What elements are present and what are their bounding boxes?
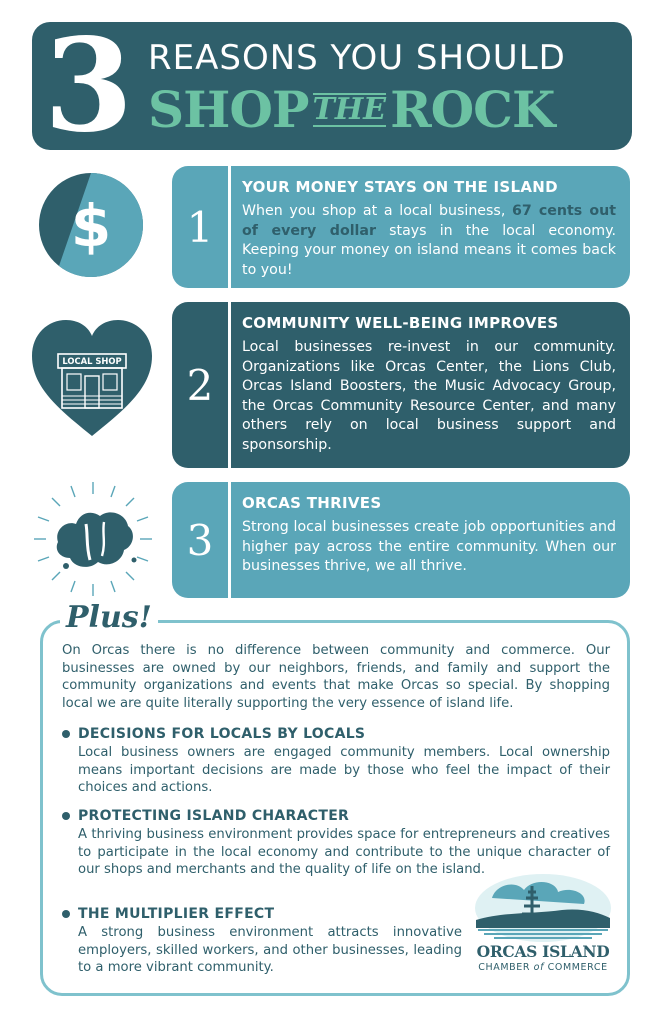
bullet-dot [62,730,70,738]
reason-highlight: 67 cents out of every dollar [242,203,616,239]
divider [228,302,231,468]
bullet-body: A strong business environment attracts innovative employers, skilled workers, and other businesses, leading to a more vibrant community. [78,925,462,975]
plus-intro: On Orcas there is no difference between community and commerce. Our businesses are owned by our neighbors, friends, and family and support the community organizations and events that make Orcas so special. By shopping local we are quite literally supporting the very essence of island life. [62,643,610,711]
reason-title: YOUR MONEY STAYS ON THE ISLAND [242,178,558,196]
reason-title: ORCAS THRIVES [242,494,382,512]
chamber-sub-part: COMMERCE [544,962,608,973]
island-landscape-icon [472,868,614,942]
reason-card-3 [172,482,630,598]
header-the: THE [312,92,387,127]
chamber-sub-of: of [533,962,545,973]
header-rock: ROCK [390,80,555,139]
svg-text:$: $ [70,192,112,260]
chamber-logo [472,868,614,986]
reason-body [242,202,616,280]
bullet-title: DECISIONS FOR LOCALS BY LOCALS [78,726,366,742]
bullet-item [62,726,610,797]
bullet-title: PROTECTING ISLAND CHARACTER [78,808,350,824]
chamber-subtitle [472,962,614,973]
header-banner [32,11,632,161]
local-shop-sign: LOCAL SHOP [62,356,122,366]
chamber-sub-part: CHAMBER [478,962,534,973]
island-sunburst-icon [30,480,156,598]
reason-title: COMMUNITY WELL-BEING IMPROVES [242,314,559,332]
header-shop-the-rock [148,80,554,139]
reason-card-2 [172,302,630,468]
dollar-coin-icon [38,172,144,278]
bullet-body: A thriving business environment provides space for entrepreneurs and creatives to participate in the local economy and contribute to the unique character of our shops and merchants and the quality of life on the island. [78,827,610,877]
header-line1: REASONS YOU SHOULD [148,38,566,78]
bullet-body: Local business owners are engaged community members. Local ownership means important decisions are made by those who feel the impact of their choices and actions. [78,745,610,795]
reason-body-part: stays in the local economy. Keeping your money on island means it comes back to you! [242,222,616,278]
reason-number: 1 [186,202,214,252]
reason-number: 2 [186,360,214,410]
bullet-dot [62,910,70,918]
reason-body: Strong local businesses create job opportunities and higher pay across the entire community. When our businesses thrive, we all thrive. [242,519,616,574]
bullet-dot [62,812,70,820]
bullet-title: THE MULTIPLIER EFFECT [78,906,275,922]
heart-local-shop-icon [30,318,154,438]
reason-card-1 [172,166,630,288]
chamber-name: ORCAS ISLAND [476,942,610,961]
reason-body-part: When you shop at a local business, [242,203,513,219]
divider [228,166,231,288]
reason-body: Local businesses re-invest in our community. Organizations like Orcas Center, the Lions Club, Orcas Island Boosters, the Music Advocacy Group, the Orcas Community Resource Center, and many others rely on local business support and sponsorship. [242,339,616,453]
reason-number: 3 [186,515,214,565]
header-number: 3 [44,11,134,161]
divider [228,482,231,598]
bullet-item [62,906,462,977]
header-shop: SHOP [148,80,309,139]
plus-title: Plus! [60,600,158,635]
